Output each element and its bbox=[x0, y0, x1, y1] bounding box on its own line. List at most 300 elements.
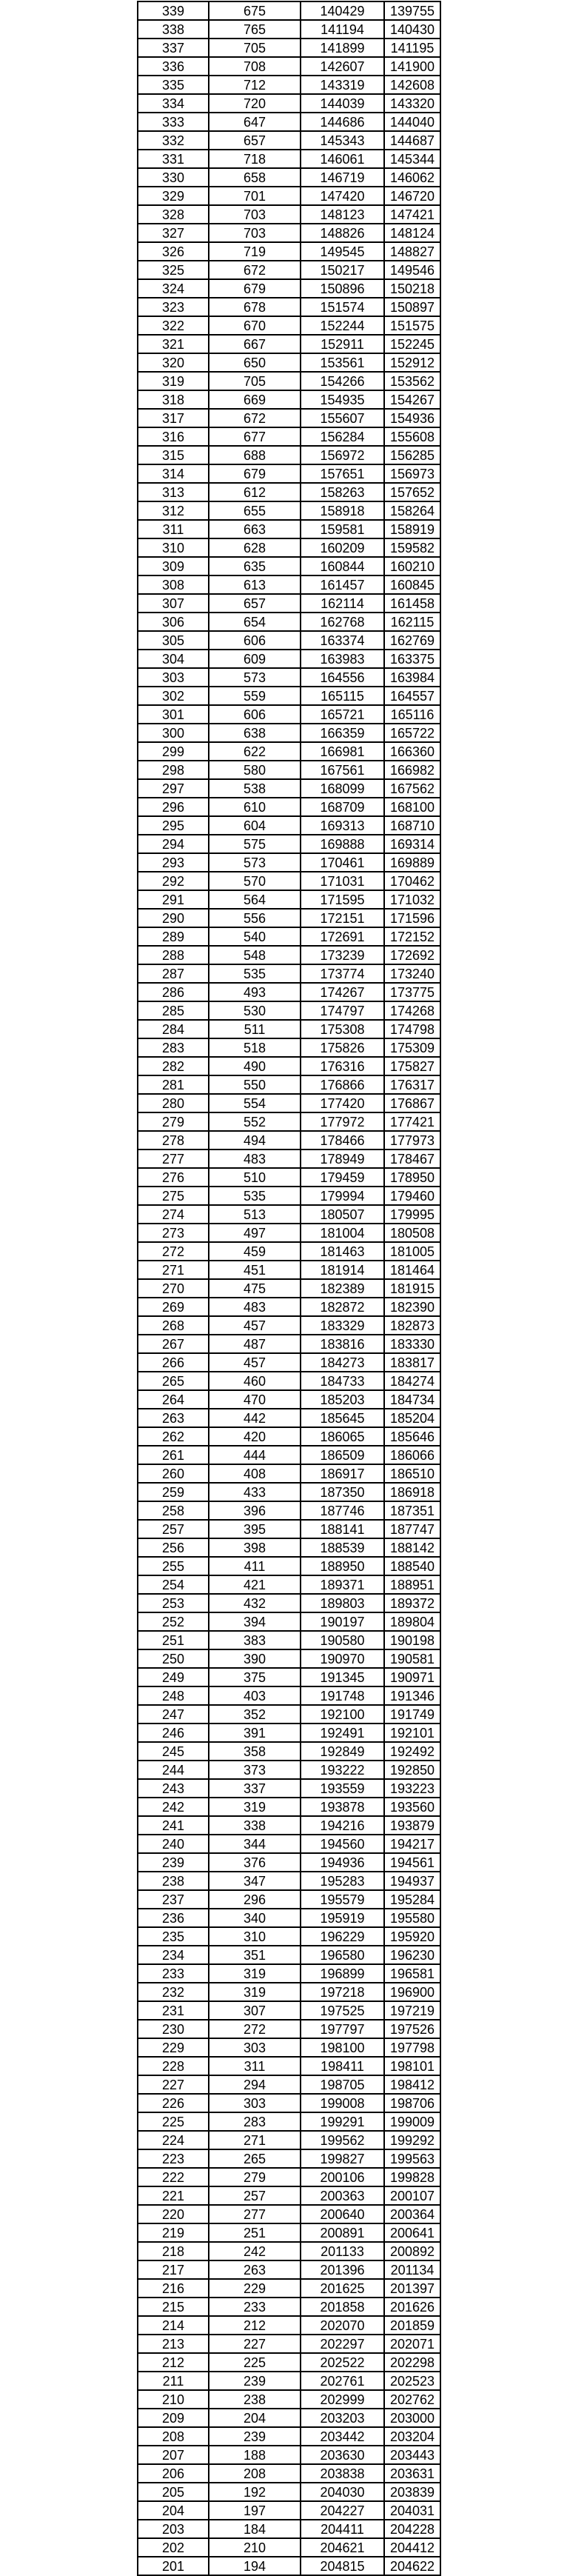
cell-cumulative-start: 187747 bbox=[385, 1521, 441, 1538]
cell-score: 240 bbox=[138, 1835, 209, 1852]
cell-count: 654 bbox=[209, 613, 301, 630]
cell-score: 248 bbox=[138, 1687, 209, 1704]
cell-count: 376 bbox=[209, 1854, 301, 1871]
table-row bbox=[138, 947, 441, 965]
cell-count: 530 bbox=[209, 1002, 301, 1019]
table-row bbox=[138, 835, 441, 854]
cell-count: 679 bbox=[209, 465, 301, 482]
table-row bbox=[138, 2, 441, 21]
table-row bbox=[138, 113, 441, 132]
cell-cumulative-start: 164557 bbox=[385, 687, 441, 704]
cell-cumulative-end: 203203 bbox=[301, 2409, 385, 2426]
cell-cumulative-start: 140430 bbox=[385, 21, 441, 38]
cell-score: 220 bbox=[138, 2206, 209, 2223]
cell-score: 241 bbox=[138, 1817, 209, 1834]
cell-count: 494 bbox=[209, 1132, 301, 1149]
cell-count: 229 bbox=[209, 2280, 301, 2297]
cell-count: 271 bbox=[209, 2132, 301, 2149]
cell-cumulative-start: 154267 bbox=[385, 391, 441, 408]
cell-score: 322 bbox=[138, 317, 209, 334]
table-row bbox=[138, 965, 441, 984]
cell-count: 669 bbox=[209, 391, 301, 408]
table-row bbox=[138, 465, 441, 484]
table-row bbox=[138, 1132, 441, 1150]
cell-score: 328 bbox=[138, 206, 209, 223]
cell-cumulative-end: 193222 bbox=[301, 1761, 385, 1778]
table-row bbox=[138, 2095, 441, 2113]
cell-count: 483 bbox=[209, 1150, 301, 1167]
table-row bbox=[138, 1965, 441, 1983]
cell-count: 459 bbox=[209, 1243, 301, 1260]
table-row bbox=[138, 354, 441, 373]
cell-count: 497 bbox=[209, 1224, 301, 1241]
table-row bbox=[138, 1724, 441, 1743]
cell-count: 658 bbox=[209, 169, 301, 186]
table-row bbox=[138, 1150, 441, 1169]
cell-count: 663 bbox=[209, 521, 301, 538]
cell-cumulative-start: 201859 bbox=[385, 2317, 441, 2334]
cell-score: 301 bbox=[138, 706, 209, 723]
cell-cumulative-start: 165116 bbox=[385, 706, 441, 723]
cell-cumulative-start: 199009 bbox=[385, 2113, 441, 2130]
cell-score: 246 bbox=[138, 1724, 209, 1741]
cell-score: 287 bbox=[138, 965, 209, 982]
table-row bbox=[138, 817, 441, 835]
cell-cumulative-end: 192849 bbox=[301, 1743, 385, 1760]
cell-cumulative-start: 158264 bbox=[385, 502, 441, 519]
cell-cumulative-start: 184734 bbox=[385, 1391, 441, 1408]
table-row bbox=[138, 132, 441, 150]
table-row bbox=[138, 21, 441, 39]
cell-count: 564 bbox=[209, 891, 301, 908]
cell-count: 538 bbox=[209, 780, 301, 797]
cell-score: 339 bbox=[138, 2, 209, 19]
cell-cumulative-start: 198412 bbox=[385, 2076, 441, 2093]
cell-score: 258 bbox=[138, 1502, 209, 1519]
cell-cumulative-end: 196580 bbox=[301, 1946, 385, 1963]
cell-score: 332 bbox=[138, 132, 209, 149]
cell-cumulative-start: 201626 bbox=[385, 2298, 441, 2315]
cell-score: 288 bbox=[138, 947, 209, 964]
table-row bbox=[138, 1854, 441, 1872]
cell-score: 296 bbox=[138, 798, 209, 815]
table-row bbox=[138, 761, 441, 780]
cell-count: 720 bbox=[209, 95, 301, 112]
table-row bbox=[138, 1743, 441, 1761]
cell-count: 408 bbox=[209, 1465, 301, 1482]
cell-cumulative-start: 197798 bbox=[385, 2039, 441, 2056]
cell-count: 554 bbox=[209, 1095, 301, 1112]
table-row bbox=[138, 1447, 441, 1465]
cell-cumulative-end: 202761 bbox=[301, 2372, 385, 2389]
cell-cumulative-start: 192101 bbox=[385, 1724, 441, 1741]
cell-cumulative-start: 188951 bbox=[385, 1576, 441, 1593]
cell-cumulative-end: 181004 bbox=[301, 1224, 385, 1241]
table-row bbox=[138, 95, 441, 113]
cell-score: 298 bbox=[138, 761, 209, 778]
cell-score: 302 bbox=[138, 687, 209, 704]
cell-cumulative-start: 150897 bbox=[385, 298, 441, 316]
cell-count: 540 bbox=[209, 928, 301, 945]
table-row bbox=[138, 206, 441, 224]
cell-cumulative-end: 196229 bbox=[301, 1928, 385, 1945]
cell-cumulative-start: 185646 bbox=[385, 1428, 441, 1445]
cell-cumulative-end: 166981 bbox=[301, 743, 385, 760]
cell-cumulative-end: 184733 bbox=[301, 1372, 385, 1389]
table-row bbox=[138, 798, 441, 817]
cell-score: 315 bbox=[138, 447, 209, 464]
cell-cumulative-end: 165115 bbox=[301, 687, 385, 704]
cell-cumulative-start: 154936 bbox=[385, 410, 441, 427]
cell-count: 294 bbox=[209, 2076, 301, 2093]
cell-count: 373 bbox=[209, 1761, 301, 1778]
cell-cumulative-end: 204030 bbox=[301, 2483, 385, 2500]
table-row bbox=[138, 2076, 441, 2095]
cell-count: 457 bbox=[209, 1354, 301, 1371]
cell-count: 225 bbox=[209, 2354, 301, 2371]
cell-cumulative-end: 181914 bbox=[301, 1261, 385, 1278]
cell-count: 559 bbox=[209, 687, 301, 704]
cell-cumulative-start: 194937 bbox=[385, 1872, 441, 1889]
cell-cumulative-start: 152245 bbox=[385, 336, 441, 353]
cell-cumulative-start: 186066 bbox=[385, 1447, 441, 1464]
cell-cumulative-end: 177420 bbox=[301, 1095, 385, 1112]
cell-cumulative-start: 196230 bbox=[385, 1946, 441, 1963]
cell-count: 483 bbox=[209, 1298, 301, 1315]
cell-count: 573 bbox=[209, 854, 301, 871]
cell-cumulative-end: 140429 bbox=[301, 2, 385, 19]
cell-cumulative-start: 159582 bbox=[385, 539, 441, 556]
cell-cumulative-start: 173240 bbox=[385, 965, 441, 982]
cell-cumulative-start: 177973 bbox=[385, 1132, 441, 1149]
cell-score: 306 bbox=[138, 613, 209, 630]
cell-cumulative-start: 148827 bbox=[385, 243, 441, 260]
table-row bbox=[138, 317, 441, 336]
table-row bbox=[138, 1372, 441, 1391]
cell-count: 212 bbox=[209, 2317, 301, 2334]
cell-cumulative-start: 150218 bbox=[385, 280, 441, 297]
cell-cumulative-start: 201397 bbox=[385, 2280, 441, 2297]
cell-cumulative-start: 174268 bbox=[385, 1002, 441, 1019]
cell-count: 303 bbox=[209, 2095, 301, 2112]
cell-count: 475 bbox=[209, 1280, 301, 1297]
cell-cumulative-start: 193560 bbox=[385, 1798, 441, 1815]
cell-score: 250 bbox=[138, 1650, 209, 1667]
cell-count: 606 bbox=[209, 632, 301, 649]
cell-cumulative-start: 200892 bbox=[385, 2243, 441, 2260]
cell-score: 236 bbox=[138, 1909, 209, 1926]
cell-cumulative-end: 198705 bbox=[301, 2076, 385, 2093]
cell-cumulative-start: 182873 bbox=[385, 1317, 441, 1334]
cell-score: 294 bbox=[138, 835, 209, 852]
cell-score: 286 bbox=[138, 984, 209, 1001]
cell-cumulative-start: 192492 bbox=[385, 1743, 441, 1760]
cell-cumulative-end: 200106 bbox=[301, 2169, 385, 2186]
table-row bbox=[138, 1335, 441, 1354]
table-row bbox=[138, 261, 441, 280]
cell-cumulative-end: 176316 bbox=[301, 1058, 385, 1075]
cell-score: 261 bbox=[138, 1447, 209, 1464]
table-row bbox=[138, 1428, 441, 1447]
cell-count: 204 bbox=[209, 2409, 301, 2426]
table-row bbox=[138, 1391, 441, 1409]
cell-cumulative-end: 201133 bbox=[301, 2243, 385, 2260]
cell-cumulative-end: 170461 bbox=[301, 854, 385, 871]
cell-cumulative-end: 160209 bbox=[301, 539, 385, 556]
table-row bbox=[138, 150, 441, 169]
cell-count: 701 bbox=[209, 187, 301, 204]
cell-cumulative-start: 163984 bbox=[385, 669, 441, 686]
cell-score: 338 bbox=[138, 21, 209, 38]
cell-count: 197 bbox=[209, 2502, 301, 2519]
table-row bbox=[138, 2391, 441, 2409]
cell-cumulative-end: 171031 bbox=[301, 872, 385, 890]
cell-cumulative-start: 186510 bbox=[385, 1465, 441, 1482]
cell-cumulative-start: 195284 bbox=[385, 1891, 441, 1908]
table-row bbox=[138, 1558, 441, 1576]
cell-score: 273 bbox=[138, 1224, 209, 1241]
cell-cumulative-end: 195919 bbox=[301, 1909, 385, 1926]
cell-count: 352 bbox=[209, 1706, 301, 1723]
cell-count: 609 bbox=[209, 650, 301, 667]
cell-cumulative-start: 173775 bbox=[385, 984, 441, 1001]
cell-cumulative-end: 164556 bbox=[301, 669, 385, 686]
table-row bbox=[138, 910, 441, 928]
cell-cumulative-start: 166360 bbox=[385, 743, 441, 760]
cell-count: 703 bbox=[209, 224, 301, 241]
cell-cumulative-end: 189371 bbox=[301, 1576, 385, 1593]
table-row bbox=[138, 1576, 441, 1595]
table-row bbox=[138, 1113, 441, 1132]
table-row bbox=[138, 1095, 441, 1113]
table-row bbox=[138, 724, 441, 743]
cell-cumulative-start: 148124 bbox=[385, 224, 441, 241]
cell-cumulative-start: 160210 bbox=[385, 558, 441, 575]
cell-count: 610 bbox=[209, 798, 301, 815]
cell-cumulative-end: 141194 bbox=[301, 21, 385, 38]
cell-cumulative-end: 188539 bbox=[301, 1539, 385, 1556]
cell-count: 705 bbox=[209, 373, 301, 390]
cell-score: 213 bbox=[138, 2335, 209, 2352]
cell-cumulative-end: 204227 bbox=[301, 2502, 385, 2519]
cell-count: 606 bbox=[209, 706, 301, 723]
cell-score: 225 bbox=[138, 2113, 209, 2130]
cell-score: 280 bbox=[138, 1095, 209, 1112]
cell-cumulative-start: 163375 bbox=[385, 650, 441, 667]
table-row bbox=[138, 391, 441, 410]
cell-count: 277 bbox=[209, 2206, 301, 2223]
table-row bbox=[138, 1298, 441, 1317]
cell-cumulative-start: 192850 bbox=[385, 1761, 441, 1778]
cell-count: 307 bbox=[209, 2002, 301, 2019]
cell-count: 338 bbox=[209, 1817, 301, 1834]
cell-score: 329 bbox=[138, 187, 209, 204]
table-row bbox=[138, 1076, 441, 1095]
cell-cumulative-start: 198706 bbox=[385, 2095, 441, 2112]
cell-cumulative-end: 204411 bbox=[301, 2520, 385, 2537]
cell-score: 255 bbox=[138, 1558, 209, 1575]
cell-cumulative-end: 173774 bbox=[301, 965, 385, 982]
cell-count: 303 bbox=[209, 2039, 301, 2056]
cell-cumulative-start: 182390 bbox=[385, 1298, 441, 1315]
cell-score: 256 bbox=[138, 1539, 209, 1556]
cell-count: 677 bbox=[209, 428, 301, 445]
cell-cumulative-start: 189372 bbox=[385, 1595, 441, 1612]
cell-cumulative-start: 202071 bbox=[385, 2335, 441, 2352]
table-row bbox=[138, 1039, 441, 1058]
cell-cumulative-start: 169889 bbox=[385, 854, 441, 871]
cell-cumulative-start: 158919 bbox=[385, 521, 441, 538]
cell-cumulative-start: 175309 bbox=[385, 1039, 441, 1056]
cell-count: 612 bbox=[209, 484, 301, 501]
table-row bbox=[138, 1484, 441, 1502]
cell-count: 358 bbox=[209, 1743, 301, 1760]
table-row bbox=[138, 2206, 441, 2224]
table-row bbox=[138, 669, 441, 687]
table-row bbox=[138, 2113, 441, 2132]
cell-score: 337 bbox=[138, 39, 209, 56]
cell-cumulative-end: 152244 bbox=[301, 317, 385, 334]
cell-cumulative-start: 167562 bbox=[385, 780, 441, 797]
cell-score: 210 bbox=[138, 2391, 209, 2408]
table-row bbox=[138, 1983, 441, 2002]
cell-count: 420 bbox=[209, 1428, 301, 1445]
table-row bbox=[138, 1280, 441, 1298]
cell-count: 647 bbox=[209, 113, 301, 130]
cell-count: 391 bbox=[209, 1724, 301, 1741]
table-row bbox=[138, 687, 441, 706]
table-row bbox=[138, 2317, 441, 2335]
cell-score: 321 bbox=[138, 336, 209, 353]
cell-score: 326 bbox=[138, 243, 209, 260]
cell-cumulative-end: 160844 bbox=[301, 558, 385, 575]
cell-count: 535 bbox=[209, 1187, 301, 1204]
cell-cumulative-end: 187350 bbox=[301, 1484, 385, 1501]
cell-cumulative-start: 183817 bbox=[385, 1354, 441, 1371]
cell-cumulative-end: 199008 bbox=[301, 2095, 385, 2112]
cell-score: 304 bbox=[138, 650, 209, 667]
cell-count: 319 bbox=[209, 1965, 301, 1982]
cell-score: 231 bbox=[138, 2002, 209, 2019]
cell-score: 283 bbox=[138, 1039, 209, 1056]
table-row bbox=[138, 2021, 441, 2039]
cell-count: 344 bbox=[209, 1835, 301, 1852]
cell-cumulative-start: 202762 bbox=[385, 2391, 441, 2408]
table-row bbox=[138, 2187, 441, 2206]
cell-cumulative-start: 171032 bbox=[385, 891, 441, 908]
table-row bbox=[138, 76, 441, 95]
table-row bbox=[138, 2372, 441, 2391]
cell-cumulative-start: 188540 bbox=[385, 1558, 441, 1575]
cell-count: 319 bbox=[209, 1983, 301, 2001]
table-row bbox=[138, 1780, 441, 1798]
table-row bbox=[138, 1817, 441, 1835]
cell-count: 283 bbox=[209, 2113, 301, 2130]
cell-count: 650 bbox=[209, 354, 301, 371]
cell-cumulative-end: 162768 bbox=[301, 613, 385, 630]
cell-score: 205 bbox=[138, 2483, 209, 2500]
table-row bbox=[138, 2446, 441, 2465]
cell-score: 292 bbox=[138, 872, 209, 890]
cell-cumulative-end: 204621 bbox=[301, 2539, 385, 2556]
cell-count: 444 bbox=[209, 1447, 301, 1464]
cell-cumulative-end: 145343 bbox=[301, 132, 385, 149]
cell-score: 238 bbox=[138, 1872, 209, 1889]
cell-score: 319 bbox=[138, 373, 209, 390]
cell-count: 442 bbox=[209, 1409, 301, 1427]
cell-count: 667 bbox=[209, 336, 301, 353]
table-row bbox=[138, 1502, 441, 1521]
score-rank-table bbox=[137, 1, 441, 2576]
table-row bbox=[138, 650, 441, 669]
cell-count: 638 bbox=[209, 724, 301, 741]
cell-score: 312 bbox=[138, 502, 209, 519]
cell-cumulative-start: 165722 bbox=[385, 724, 441, 741]
table-row bbox=[138, 1317, 441, 1335]
cell-cumulative-start: 195580 bbox=[385, 1909, 441, 1926]
cell-cumulative-end: 176866 bbox=[301, 1076, 385, 1093]
cell-cumulative-end: 156972 bbox=[301, 447, 385, 464]
table-row bbox=[138, 854, 441, 872]
cell-count: 535 bbox=[209, 965, 301, 982]
cell-score: 299 bbox=[138, 743, 209, 760]
cell-cumulative-start: 190581 bbox=[385, 1650, 441, 1667]
table-row bbox=[138, 595, 441, 613]
cell-score: 330 bbox=[138, 169, 209, 186]
cell-count: 394 bbox=[209, 1613, 301, 1630]
cell-cumulative-start: 179460 bbox=[385, 1187, 441, 1204]
cell-cumulative-start: 146720 bbox=[385, 187, 441, 204]
cell-score: 204 bbox=[138, 2502, 209, 2519]
cell-cumulative-start: 186918 bbox=[385, 1484, 441, 1501]
cell-cumulative-start: 190971 bbox=[385, 1669, 441, 1686]
table-row bbox=[138, 2002, 441, 2021]
table-row bbox=[138, 984, 441, 1002]
table-row bbox=[138, 1928, 441, 1946]
cell-cumulative-start: 172152 bbox=[385, 928, 441, 945]
cell-cumulative-start: 160845 bbox=[385, 576, 441, 593]
table-row bbox=[138, 558, 441, 576]
cell-cumulative-end: 178466 bbox=[301, 1132, 385, 1149]
cell-cumulative-start: 200107 bbox=[385, 2187, 441, 2204]
cell-count: 622 bbox=[209, 743, 301, 760]
cell-cumulative-end: 188950 bbox=[301, 1558, 385, 1575]
cell-score: 285 bbox=[138, 1002, 209, 1019]
cell-cumulative-end: 192100 bbox=[301, 1706, 385, 1723]
cell-count: 433 bbox=[209, 1484, 301, 1501]
cell-score: 202 bbox=[138, 2539, 209, 2556]
cell-cumulative-start: 178467 bbox=[385, 1150, 441, 1167]
cell-cumulative-end: 175826 bbox=[301, 1039, 385, 1056]
cell-count: 238 bbox=[209, 2391, 301, 2408]
cell-cumulative-start: 191346 bbox=[385, 1687, 441, 1704]
cell-cumulative-start: 141195 bbox=[385, 39, 441, 56]
cell-cumulative-end: 153561 bbox=[301, 354, 385, 371]
cell-score: 305 bbox=[138, 632, 209, 649]
cell-cumulative-end: 163983 bbox=[301, 650, 385, 667]
cell-count: 351 bbox=[209, 1946, 301, 1963]
cell-score: 249 bbox=[138, 1669, 209, 1686]
cell-count: 672 bbox=[209, 261, 301, 278]
cell-score: 207 bbox=[138, 2446, 209, 2463]
cell-cumulative-start: 181005 bbox=[385, 1243, 441, 1260]
cell-score: 334 bbox=[138, 95, 209, 112]
cell-cumulative-start: 162769 bbox=[385, 632, 441, 649]
cell-cumulative-start: 151575 bbox=[385, 317, 441, 334]
cell-count: 548 bbox=[209, 947, 301, 964]
cell-count: 513 bbox=[209, 1206, 301, 1223]
cell-score: 214 bbox=[138, 2317, 209, 2334]
